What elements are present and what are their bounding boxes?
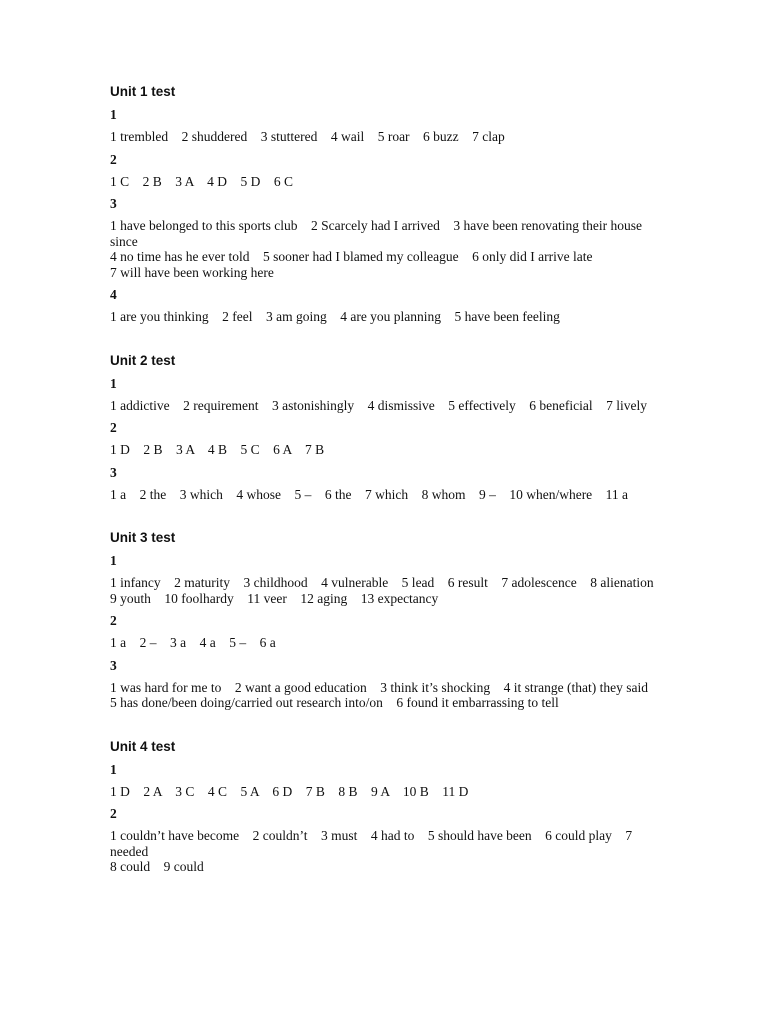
unit-1-section-2 [110, 151, 670, 190]
unit-title: Unit 1 test [110, 84, 176, 99]
answer-line: 1 couldn’t have become 2 couldn’t 3 must 4 had to 5 should have been 6 could play 7 needed [110, 828, 636, 859]
answer-line: 1 C 2 B 3 A 4 D 5 D 6 C [110, 173, 294, 189]
answer-line: 1 infancy 2 maturity 3 childhood 4 vulnerable 5 lead 6 result 7 adolescence 8 alienation 9 youth 10 foolhardy 11 veer 12 aging 13 expectancy [110, 575, 668, 606]
unit-4-section-1 [110, 761, 670, 800]
section-number: 2 [110, 806, 117, 821]
section-number: 4 [110, 287, 117, 302]
unit-3 [110, 528, 670, 711]
answer-line: 7 will have been working here [110, 264, 274, 280]
unit-title: Unit 2 test [110, 352, 176, 368]
unit-2-section-2 [110, 419, 670, 458]
section-number: 1 [110, 553, 117, 568]
unit-4-section-2 [110, 805, 670, 875]
answer-line: 4 no time has he ever told 5 sooner had I blamed my colleague 6 only did I arrive late [110, 249, 593, 264]
answer-line: 1 was hard for me to 2 want a good education 3 think it’s shocking 4 it strange (that) they said [110, 679, 649, 695]
section-number: 2 [110, 613, 117, 628]
section-number: 3 [110, 464, 117, 480]
answer-line: 1 trembled 2 shuddered 3 stuttered 4 wail 5 roar 6 buzz 7 clap [110, 129, 505, 144]
section-number: 1 [110, 761, 117, 777]
unit-1 [110, 82, 670, 325]
answer-line: 1 are you thinking 2 feel 3 am going 4 are you planning 5 have been feeling [110, 309, 560, 324]
section-number: 3 [110, 657, 117, 673]
unit-title: Unit 4 test [110, 738, 176, 754]
section-number: 1 [110, 107, 117, 122]
answer-line: 1 a 2 – 3 a 4 a 5 – 6 a [110, 635, 276, 650]
unit-4 [110, 737, 670, 875]
answer-line: 5 has done/been doing/carried out research into/on 6 found it embarrassing to tell [110, 695, 559, 710]
unit-1-section-3 [110, 195, 670, 280]
answer-line: 8 could 9 could [110, 859, 204, 874]
unit-1-section-1 [110, 106, 670, 145]
section-number: 2 [110, 151, 117, 167]
answer-key-page [110, 82, 670, 901]
unit-2-section-3 [110, 464, 670, 503]
answer-line: 1 have belonged to this sports club 2 Scarcely had I arrived 3 have been renovating their house since [110, 218, 646, 249]
answer-line: 1 addictive 2 requirement 3 astonishingly 4 dismissive 5 effectively 6 beneficial 7 lively [110, 397, 648, 413]
section-number: 1 [110, 375, 117, 391]
answer-line: 1 a 2 the 3 which 4 whose 5 – 6 the 7 which 8 whom 9 – 10 when/where 11 a [110, 486, 629, 502]
section-number: 2 [110, 420, 117, 435]
section-number: 3 [110, 196, 117, 211]
unit-2-section-1 [110, 375, 670, 414]
unit-title: Unit 3 test [110, 530, 176, 545]
answer-line: 1 D 2 A 3 C 4 C 5 A 6 D 7 B 8 B 9 A 10 B 11 D [110, 783, 469, 799]
unit-2 [110, 351, 670, 503]
unit-3-section-1 [110, 552, 670, 606]
unit-1-section-4 [110, 286, 670, 325]
unit-3-section-3 [110, 657, 670, 711]
unit-3-section-2 [110, 612, 670, 651]
answer-line: 1 D 2 B 3 A 4 B 5 C 6 A 7 B [110, 442, 325, 457]
